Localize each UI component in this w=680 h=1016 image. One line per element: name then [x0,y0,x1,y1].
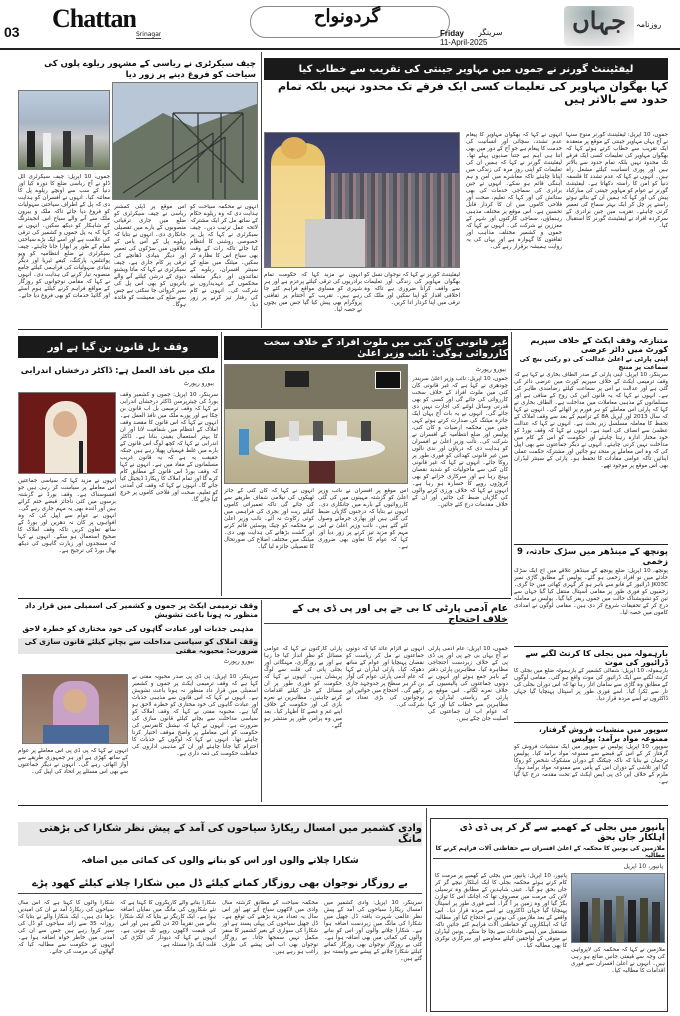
subheadline: ملک میں نافذ العمل ہے: ڈاکٹر درخشاں اندرابی [20,365,216,376]
photo-officials [18,90,110,170]
photo-mehbooba-mufti [22,674,128,744]
body-col-4: سرینگر، 10 اپریل: وادی کشمیر میں امسال ریکارڈ سیاحوں کی آمد کے پیش نظر عالمی شہرت یافتہ ڈل جھیل میں شکارا کی مانگ میں زبردست اضافہ ہوا ہے۔ شکارا چلانے والوں اور اس کو بنانے والوں کی کمائی میں بھی اضافہ ہوا ہے۔ کئی بے روزگار نوجوان بھی روزگار کمانے کیلئے شکارا چلانے کے پیشے سے وابستہ ہو گئے ہیں۔ [324,900,422,962]
body-col-3: جموں، 10 اپریل: عام آدمی پارٹی نے آج یہاں بی جے پی اور پی ڈی پی کے خلاف زبردست احتجاجی مظاہرہ کیا۔ مظاہرین پارٹی دفتر کے باہر جمع ہوئے اور انہوں نے دونوں جماعتوں کی پالیسیوں کے خلاف نعرے لگائے۔ اس موقع پر پارٹی کے ریاستی لیڈران نے مظاہرین سے خطاب کیا اور کہا کہ عوام اب ان جماعتوں کی اصلیت جان چکے ہیں۔ [428,646,508,722]
subheadline-2: بے روزگار نوجوان بھی روزگار کمانے کیلئے ڈل میں شکارا چلانے کیلئے کھود پڑے [18,874,422,894]
body-col-1: جموں، 10 اپریل: چیف سیکرٹری اٹل ڈلو نے آج ریاسی ضلع کا دورہ کیا اور دنیا کے سب سے اونچے ریلوے پل کا معائنہ کیا۔ انہوں نے افسران کو ہدایت دی کہ پل کے اطراف سیاحتی سہولیات کو فروغ دیا جائے تاکہ ملک و بیرون ملک سے آنے والے سیاح اس انجینئرنگ کے شاہکار کو دیکھ سکیں۔ انہوں نے کہا کہ یہ پل جموں و کشمیر کی ترقی کی علامت ہے اور اسے ایک بڑے سیاحتی مقام کے طور پر ابھارا جانا چاہئے۔ چیف سیکرٹری نے ضلع انتظامیہ کو ویو پوائنٹس، پارکنگ، کیفے ٹیریا اور دیگر بنیادی سہولیات کی فراہمی کیلئے جامع منصوبہ تیار کرنے کی ہدایت دی۔ انہوں نے کہا کہ مقامی نوجوانوں کو روزگار کے مواقع فراہم کرنے کیلئے ہوم اسٹے اور گائیڈ خدمات کو بھی فروغ دیا جائے۔ [18,174,110,299]
body-col-2: جموں، 10 اپریل: لیفٹیننٹ گورنر منوج سنہا نے آج یہاں مہاویر جینتی کے موقع پر منعقدہ ایک تقریب سے خطاب کرتے ہوئے کہا کہ بھگوان مہاویر کی تعلیمات کسی ایک فرقے تک محدود نہیں بلکہ تمام حدود سے بالاتر ہیں اور پوری انسانیت کیلئے مشعل راہ ہیں۔ انہوں نے کہا کہ عدم تشدد کا فلسفہ دنیا کو امن کا راستہ دکھاتا ہے۔ لیفٹیننٹ گورنر نے عوام کو مہاویر جینتی کی مبارکباد پیش کی اور کہا کہ ہمیں ان کے بتائے ہوئے راستے پر چل کر ایک بہتر سماج کی تعمیر کرنی چاہئے۔ تقریب میں جین برادری کے سرکردہ افراد نے لیفٹیننٹ گورنر کا استقبال کیا۔ [566,132,668,229]
article-waqf-law [18,332,218,596]
body-col-3: اس موقع پر افسران نے نائب وزیر اعلیٰ کو گزشتہ مہینوں میں کی گئی کارروائیوں کے بارے میں جانکاری دی۔ انہوں نے بتایا کہ درجنوں گاڑیاں ضبط کی گئی ہیں اور بھاری جرمانے وصول کئے گئے ہیں۔ نائب وزیر اعلیٰ نے اس مہم کو مزید تیز کرنے پر زور دیا اور کہا کہ عوام کا تعاون بھی ضروری ہے۔ [318,488,408,550]
headline: وقف بل قانون بن گیا ہے اور [18,336,218,358]
headline: سوپور میں منشیات فروش گرفتار، ممنوعہ مواد برآمد: پولیس [538,725,668,743]
logo-subtitle: Srinagar [136,31,162,38]
news-briefs-column [514,332,668,802]
body-col-1: پارٹی کارکنوں نے کہا کہ عوامی مسائل کو نظر انداز کیا جا رہا ہے اور بے روزگاری، مہنگائی اور بجلی پانی کی قلت سے لوگ پریشان ہیں۔ انہوں نے کہا کہ حکومت کو فوری طور پر ان مسائل کے حل کیلئے اقدامات کرنے چاہئیں۔ مظاہرین نے نعرے بازی کی اور حکومت کے خلاف اپنے غم و غصے کا اظہار کیا۔ بعد میں وہ پرامن طور پر منتشر ہو گئے۔ [264,646,342,729]
photo-lg-speech [264,132,460,268]
body-col-4: لیفٹیننٹ گورنر نے کہا کہ نوجوان نسل کو بھگوان مہاویر کی زندگی اور تعلیمات سے واقف کرانا ضروری ہے تاکہ وہ اخلاقی اقدار کو اپنا سکیں اور ملک کی ترقی میں اپنا کردار ادا کریں۔ [364,272,460,306]
headline: پانپور میں بجلی کے کھمبے سے گر کر پی ڈی ڈی اہلکار جاں بحق [459,823,665,843]
headline: متنازعہ وقف ایکٹ کے خلاف سپریم کورٹ میں دائر عرضی [530,336,668,354]
chattan-logo: Chattan [52,4,137,33]
body-col-1: پانپور، 10 اپریل: پانپور میں بجلی کے کھمبے پر مرمت کا کام کرتے ہوئے محکمہ بجلی کا ایک اہلکار نیچے گر کر جاں بحق ہو گیا۔ عینی شاہدین کے مطابق وہ ترسیلی لائن کی مرمت میں مصروف تھا کہ اچانک اس کا توازن بگڑ گیا اور وہ زمین پر آ گرا۔ اسے فوری طور پر اسپتال پہنچایا گیا جہاں ڈاکٹروں نے اسے مردہ قرار دیا۔ اس واقعے کے بعد ملازمین کی یونین نے احتجاج کیا اور مطالبہ کیا کہ اہلکاروں کو حفاظتی آلات فراہم کئے جائیں تاکہ مستقبل میں ایسے حادثات سے بچا جا سکے۔ یونین لیڈران نے متوفی کے لواحقین کیلئے معاوضے اور سرکاری نوکری کا بھی مطالبہ کیا۔ [435,873,567,949]
headline: پونچھ کے مینڈھر میں سڑک حادثہ، 9 زخمی [516,546,668,567]
divider [426,808,427,1012]
issue-date: 11-April-2025 [440,38,488,47]
headline: چیف سیکرٹری نے ریاسی کے مشہور ریلوے پلوں کی سیاحت کو فروغ دینے پر زور دیا [44,59,256,80]
body-baramulla: بارہمولہ، 10 اپریل: شمالی کشمیر کے بارہمولہ ضلع میں بجلی کا کرنٹ لگنے سے ایک ڈرائیور کی موت واقع ہو گئی۔ مقامی لوگوں کے مطابق وہ گاڑی سے سامان اتار رہا تھا کہ اس دوران بجلی کی تار سے ٹکرا گیا۔ اسے فوری طور پر اسپتال پہنچایا گیا جہاں ڈاکٹروں نے اسے مردہ قرار دیا۔ [514,668,668,702]
body-col-3: انہوں نے مزید کہا کہ حکومت تمام برادریوں کی ترقی کیلئے پرعزم ہے اور ہر شہری کو مساوی مواقع فراہم کئے جا رہے ہیں۔ تقریب کے اختتام پر ثقافتی پروگرام بھی پیش کیا گیا جس میں بچوں نے حصہ لیا۔ [264,272,362,313]
bridge-icon [113,83,258,200]
body-col-1: سرینگر، 10 اپریل: پی ڈی پی صدر محبوبہ مفتی نے کہا ہے کہ وقف ترمیمی ایکٹ پر جموں و کشمیر اسمبلی میں قرار داد منظور نہ ہونا باعث تشویش ہے۔ انہوں نے کہا کہ اس قانون سے مذہبی جذبات اور عبادت گاہوں کی خود مختاری کو خطرہ لاحق ہو گیا ہے۔ محبوبہ مفتی نے کہا کہ وقف املاک کو سیاسی مداخلت سے بچانے کیلئے قانون سازی کی ضرورت ہے۔ انہوں نے کہا کہ نیشنل کانفرنس کی حکومت کو اس معاملے پر واضح موقف اختیار کرنا چاہئے تھا۔ انہوں نے کہا کہ لوگوں کے جذبات کا احترام کیا جانا چاہئے اور ان کے مذہبی اداروں کی حفاظت حکومت کی ذمہ داری ہے۔ [132,674,258,757]
body-col-1: سرینگر، 10 اپریل: جموں و کشمیر وقف بورڈ کی چیئرپرسن ڈاکٹر درخشاں اندرابی نے کہا کہ وقف ترمیمی بل اب قانون بن چکا ہے اور پورے ملک میں نافذ العمل ہے۔ انہوں نے کہا کہ اس قانون کا مقصد وقف املاک کے انتظام میں شفافیت لانا اور ان کا بہتر استعمال یقینی بنانا ہے۔ ڈاکٹر اندرابی نے کہا کہ کچھ لوگ اس قانون کے بارے میں غلط فہمیاں پھیلا رہے ہیں جبکہ حقیقت یہ ہے کہ یہ قانون غریب مسلمانوں کے مفاد میں ہے۔ انہوں نے کہا کہ وقف بورڈ اس قانون کے مطابق کام کرے گا اور تمام املاک کا ریکارڈ ڈیجیٹل کیا جائے گا۔ انہوں نے کہا کہ وقف کی آمدنی کو تعلیم، صحت اور فلاحی کاموں پر خرچ کیا جائے گا۔ [120,392,218,503]
divider [514,722,668,723]
headline: وادی کشمیر میں امسال ریکارڈ سیاحوں کی آمد کے پیش نظر شکارا کی بڑھتی مانگ [18,822,422,846]
body-controversy: سرینگر، 10 اپریل: اپنی پارٹی کے صدر الطاف بخاری نے کہا ہے کہ وقف ترمیمی ایکٹ کے خلاف سپریم کورٹ میں عرضی دائر کی گئی ہے اور عدالت نے اس پر سماعت کیلئے رضامندی ظاہر کی ہے۔ انہوں نے کہا کہ یہ قانون آئین کی روح کے منافی ہے اور مسلمانوں کے مذہبی معاملات میں مداخلت ہے۔ الطاف بخاری نے کہا کہ پارٹی اس معاملے کو ہر فورم پر اٹھائے گی۔ انہوں نے کہا کہ سال 2013 اور اپریل 8A کے ترامیم کے بعد سے وقف املاک کے تحفظ کا معاملہ مسلسل زیر بحث ہے۔ انہوں نے کہا کہ عدالت عظمیٰ سے انصاف کی امید ہے۔ انہوں نے کہا کہ وقف بورڈ کو خود مختار ادارہ رہنا چاہئے اور حکومت کو اس کے کام میں مداخلت نہیں کرنی چاہئے۔ انہوں نے دیگر جماعتوں سے بھی اپیل کی کہ وہ اس معاملے پر متحد ہو جائیں اور مشترکہ حکمت عملی اپنائیں تاکہ عوامی مفادات کا تحفظ ہو۔ پارٹی کے سینئر لیڈران بھی اس موقع پر موجود تھے۔ [514,372,668,469]
headline: وقف ترمیمی ایکٹ پر جموں و کشمیر کی اسمبلی میں قرار داد منظور نہ ہونا باعث تشویش [25,601,258,619]
article-chief-secretary [18,52,258,326]
divider [221,332,222,596]
article-lg-mahavir [264,52,668,328]
divider [514,646,668,647]
issue-day: Friday [440,29,465,38]
subheadline: اپنی پارٹی نے اعلیٰ عدالت کی دو رکنی بنچ کی سماعت پر منتج [519,355,668,371]
headline: عام آدمی پارٹی کا بی جے پی اور پی ڈی پی کے خلاف احتجاج [264,604,508,624]
byline: پانپور، 10 اپریل [623,863,663,870]
kicker: لیفٹیننٹ گورنر نے جموں میں مہاویر جینتی کی تقریب سے خطاب کیا [264,58,668,80]
article-shikara-tourism [18,808,422,1012]
body-col-2: اس موقع پر ڈپٹی کمشنر ریاسی نے چیف سیکرٹری کو ضلع میں جاری ترقیاتی منصوبوں کے بارے میں تفصیلی جانکاری دی۔ انہوں نے بتایا کہ ریلوے پل کے آس پاس کے علاقوں میں سڑکوں کی تعمیر اور دیگر بنیادی ڈھانچے کی ترقی پر کام جاری ہے۔ چیف سیکرٹری نے کہا کہ ماتا ویشنو دیوی کے درشن کیلئے آنے والے یاتریوں کو بھی اس پل کی سیر کروائی جا سکتی ہے جس سے ضلع کی معیشت کو فائدہ ہوگا۔ [114,204,186,308]
divider [18,598,511,599]
divider [511,332,512,596]
body-col-3: محکمہ سیاحت کے مطابق گزشتہ سال وادی میں لاکھوں سیاح آئے تھے اور اس سال یہ تعداد مزید بڑھنے کی توقع ہے۔ ڈل جھیل سیاحوں کی پہلی پسند ہے اور شکارا کی سواری کے بغیر کشمیر کا سفر مکمل نہیں سمجھا جاتا۔ بے روزگار نوجوان بھی اب اس پیشے کی طرف راغب ہو رہے ہیں۔ [222,900,318,955]
body-poonch: پونچھ، 10 اپریل: ضلع پونچھ کے مینڈھر علاقے میں آج ایک سڑک حادثے میں نو افراد زخمی ہو گئے۔ پولیس کے مطابق گاڑی نمبر JK03C ڈرائیور کے قابو سے باہر ہو کر گہری کھائی میں جا گری۔ زخمیوں کو فوری طور پر مقامی اسپتال منتقل کیا گیا جہاں سے تین کو تشویشناک حالت میں جموں ریفر کیا گیا۔ پولیس نے معاملہ درج کر کے تحقیقات شروع کر دی ہیں۔ مقامی لوگوں نے امدادی کاموں میں حصہ لیا۔ [514,568,668,616]
photo-employees-protest [571,873,665,943]
article-aap-protest [264,600,508,802]
body-col-2: انہوں نے کہا کہ پی ڈی پی اس معاملے پر عوام کے ساتھ کھڑی ہے اور ہر جمہوری طریقے سے آواز اٹھاتی رہے گی۔ انہوں نے دیگر جماعتوں سے بھی اس مسئلے پر اتحاد کی اپیل کی۔ [18,748,128,775]
headline: غیر قانونی کان کنی میں ملوث افراد کے خلاف سخت کارروائی ہوگی: نائب وزیر اعلیٰ [224,336,508,360]
body-col-2: شکارا بنانے والے کاریگروں کا کہنا ہے کہ نئے شکاروں کی مانگ میں نمایاں اضافہ ہوا ہے۔ ایک کاریگر نے بتایا کہ ایک شکارا بنانے میں تقریباً 20 دن لگتے ہیں اور اس کی قیمت لاکھوں روپے تک ہوتی ہے۔ انہوں نے کہا کہ دیودار کی لکڑی کی قلت ایک بڑا مسئلہ ہے۔ [120,900,216,948]
body-col-2: انہوں نے مزید کہا کہ سیاسی جماعتیں اس معاملے پر سیاست کر رہی ہیں جو افسوسناک ہے۔ وقف بورڈ نے گزشتہ برسوں میں کئی ناجائز قبضے ختم کرائے ہیں اور آئندہ بھی یہ مہم جاری رہے گی۔ انہوں نے عوام سے اپیل کی کہ وہ افواہوں پر کان نہ دھریں اور بورڈ کے ساتھ تعاون کریں تاکہ وقف املاک کا صحیح استعمال ہو سکے۔ انہوں نے کہا کہ مسجدوں اور زیارت گاہوں کی دیکھ بھال بورڈ کی ترجیح ہے۔ [18,478,116,554]
body-col-2: انہوں نے الزام عائد کیا کہ دونوں جماعتوں نے مل کر ریاست کو نقصان پہنچایا اور عوام کے ساتھ دھوکہ کیا۔ پارٹی لیڈران نے کہا کہ عام آدمی پارٹی عوام کی آواز بن کر ہر سطح پر جدوجہد جاری رکھے گی۔ احتجاج میں خواتین اور نوجوانوں کی بڑی تعداد نے شرکت کی۔ [346,646,424,708]
subheadline: شکارا چلانے والوں اور اس کو بنانے والوں کی کمائی میں اضافہ [81,856,359,866]
masthead [0,0,680,50]
photo-review-meeting [224,364,408,484]
headline: بارہمولہ میں بجلی کا کرنٹ لگنے سے ڈرائیور کی موت [525,649,668,667]
body-col-2: ملازمین نے کہا کہ محکمہ کی لاپرواہی کی وجہ سے قیمتی جانیں ضائع ہو رہی ہیں۔ انہوں نے اعلیٰ افسران سے فوری اقدامات کا مطالبہ کیا۔ [571,947,665,974]
photo-railway-bridge [112,82,258,200]
body-col-1: جموں، 10 اپریل: نائب وزیر اعلیٰ سریندر چودھری نے کہا ہے کہ غیر قانونی کان کنی میں ملوث افراد کے خلاف سخت کارروائی کی جائے گی اور کسی کو بھی قدرتی وسائل لوٹنے کی اجازت نہیں دی جائے گی۔ انہوں نے یہ بات آج یہاں ایک جائزہ میٹنگ کی صدارت کرتے ہوئے کہی جس میں محکمہ ارضیات و کان کنی، پولیس اور ضلع انتظامیہ کے افسران نے شرکت کی۔ نائب وزیر اعلیٰ نے افسران کو ہدایت دی کہ دریاؤں اور ندی نالوں میں غیر قانونی کھدائی کو فوری طور پر روکا جائے۔ انہوں نے کہا کہ غیر قانونی کان کنی سے ماحولیات کو شدید نقصان پہنچ رہا ہے اور سرکاری خزانے کو بھی کروڑوں روپے کا خسارہ ہو رہا ہے۔ انہوں نے کہا کہ خلاف ورزی کرنے والوں کی گاڑیاں ضبط کی جائیں اور ان کے خلاف مقدمات درج کئے جائیں۔ [412,376,508,508]
subheadline: مذہبی جذبات اور عبادت گاہوں کی خود مختاری کو خطرہ لاحق [22,623,254,633]
subheadline: ملازمین کی یونین کا محکمہ کے اعلیٰ افسران سے حفاظتی آلات فراہم کرنے کا مطالبہ [433,845,665,859]
byline: بیورو رپورٹ [223,658,254,665]
body-col-1: شکارا والوں کا کہنا ہے کہ اس سال سیاحوں کی ریکارڈ آمد نے ان کی امیدیں بڑھا دی ہیں۔ ایک شکارا والے نے بتایا کہ روزانہ 35 سے زائد سیاحوں کو ڈل کی سیر کروا رہے ہیں جس سے ان کی آمدنی میں خاطر خواہ اضافہ ہوا ہے۔ انہوں نے حکومت سے مطالبہ کیا کہ گھاٹوں کی مرمت کی جائے۔ [18,900,114,955]
divider [18,329,668,330]
photo-darakhshan-andrabi [18,392,116,474]
body-col-2: انہوں نے کہا کہ کان کنی کے جائز ٹھیکوں کی نیلامی شفاف طریقے سے کی جائے گی تاکہ تعمیراتی کاموں کیلئے ریت اور بجری کی فراہمی میں کوئی رکاوٹ نہ آئے۔ نائب وزیر اعلیٰ نے محکمہ کو چیک پوسٹیں قائم کرنے اور گشت بڑھانے کی ہدایت بھی دی۔ میٹنگ میں مختلف اضلاع کی صورتحال کا تفصیلی جائزہ لیا گیا۔ [224,488,314,550]
page-number: 03 [4,24,20,40]
byline: بیورو رپورٹ [475,366,506,373]
section-title: گردونواح [313,6,381,27]
divider [261,52,262,328]
body-col-1: انہوں نے کہا کہ بھگوان مہاویر کا پیغام عدم تشدد، سچائی اور انسانیت کی خدمت کا پیغام ہے جو آج کے دور میں بھی اتنا ہی اہم ہے جتنا صدیوں پہلے تھا۔ لیفٹیننٹ گورنر نے کہا کہ ہمیں ان کی تعلیمات کو اپنی روز مرہ کی زندگی میں اپنانا چاہئے تاکہ معاشرے میں امن و ہم آہنگی قائم ہو سکے۔ انہوں نے جین برادری کی سماجی خدمات کی بھی ستائش کی اور کہا کہ تعلیم، صحت اور فلاحی کاموں میں ان کا کردار قابل تحسین ہے۔ اس موقع پر مختلف مذہبی رہنماؤں، سماجی کارکنوں اور شہر کے معززین نے شرکت کی۔ انہوں نے کہا کہ جموں و کشمیر مختلف مذاہب اور ثقافتوں کا گہوارہ ہے اور یہاں کی یہ روایت ہمیشہ برقرار رہے گی۔ [466,132,562,250]
article-waqf-amendment [18,600,258,802]
divider [18,805,668,806]
byline: بیورو رپورٹ [183,380,214,387]
headline: کہا بھگوان مہاویر کی تعلیمات کسی ایک فرقے تک محدود نہیں بلکہ تمام حدود سے بالاتر ہیں [277,80,668,106]
divider [261,600,262,802]
body-sopore: سوپور، 10 اپریل: پولیس نے سوپور میں ایک منشیات فروش کو گرفتار کر کے اس کے قبضے سے ممنوعہ مواد برآمد کیا۔ پولیس ترجمان نے بتایا کہ ناکہ چیکنگ کے دوران مشکوک شخص کو روکا گیا اور تلاشی کے دوران اس کے پاس سے ممنوعہ مواد برآمد ہوا۔ ملزم کے خلاف این ڈی پی ایس ایکٹ کے تحت مقدمہ درج کیا گیا ہے۔ [514,744,668,785]
subheadline-2: وقف املاک کو سیاسی مداخلت سے بچانے کیلئے قانون سازی کی ضرورت: محبوبہ مفتی [18,638,258,654]
roznama-label: روزنامہ [636,20,662,29]
edition-label: سرینگر [478,28,503,37]
article-pampore-death [430,818,668,1012]
article-illegal-mining [224,332,508,596]
jahan-logo-icon: جہاں [564,6,634,46]
body-col-3: انہوں نے محکمہ سیاحت کو ہدایت دی کہ وہ ریلوے حکام کے ساتھ مل کر ایک مشترکہ لائحہ عمل ترتیب دیں۔ چیف سیکرٹری نے کہا کہ پل پر خصوصی روشنی کا انتظام کیا جائے تاکہ رات کے وقت بھی سیاح اس کا نظارہ کر سکیں۔ میٹنگ میں ضلع کے سینئر افسران، ریلوے کے نمائندوں اور دیگر متعلقہ محکموں کے عہدیداروں نے شرکت کی۔ انہوں نے کام کی رفتار تیز کرنے پر زور دیا۔ [190,204,258,308]
